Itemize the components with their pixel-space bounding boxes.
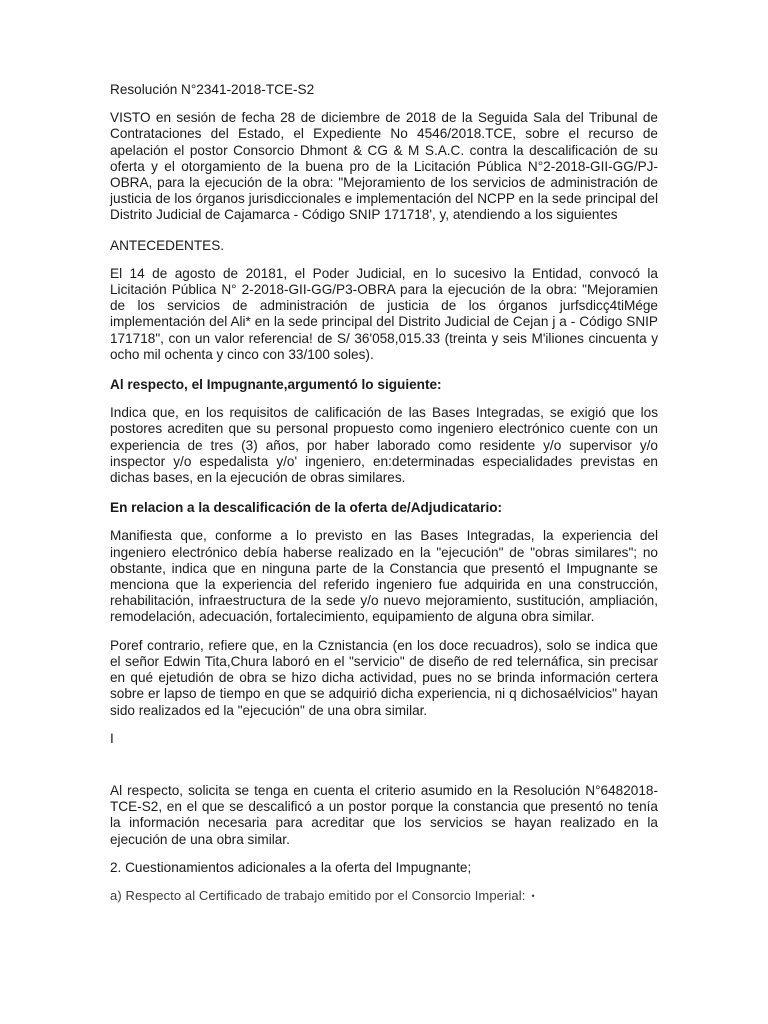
document-page xyxy=(110,82,658,905)
bullet-dot-icon: • xyxy=(531,891,535,902)
antecedentes-heading: ANTECEDENTES. xyxy=(110,237,225,253)
requisitos-paragraph: Indica que, en los requisitos de calificación de las Bases Integradas, se exigió que los postores acrediten que su personal propuesto como ingeniero electrónico cuente con un experiencia de tres (3) años, por haber laborado como residente y/o supervisor y/o inspector y/o espedalista y/o' ingeniero, en:determinadas especialidades previstas en dichas bases, en la ejecución de obras similares. xyxy=(110,405,658,486)
stray-mark: I xyxy=(110,730,114,746)
poref-paragraph: Poref contrario, refiere que, en la Cznistancia (en los doce recuadros), solo se indica que el señor Edwin Tita,Chura laboró en el "servicio" de diseño de red telernáfica, sin precisar en qué ejetudión de obra se hizo dicha actividad, pues no se brinda información certera sobre er lapso de tiempo en que se adquirió dicha experiencia, ni q dichosaélvicios" hayan sido realizados ed la "ejecución" de una obra similar. xyxy=(110,637,658,718)
descalificacion-heading: En relacion a la descalificación de la oferta de/Adjudicatario: xyxy=(110,500,503,516)
lettered-item-a-text: a) Respecto al Certificado de trabajo emitido por el Consorcio Imperial: xyxy=(110,887,526,903)
lettered-item-a xyxy=(110,888,658,905)
resolution-title: Resolución N°2341-2018-TCE-S2 xyxy=(110,82,315,97)
numbered-item-2: 2. Cuestionamientos adicionales a la oferta del Impugnante; xyxy=(110,859,472,875)
manifiesta-paragraph: Manifiesta que, conforme a lo previsto en las Bases Integradas, la experiencia del ingeniero electrónico debía haberse realizado en la "ejecución" de "obras similares"; no obstante, indica que en ninguna parte de la Constancia que presentó el Impugnante se menciona que la experiencia del referido ingeniero fue adquirida en una construcción, rehabilitación, infraestructura de la sede y/o nuevo mejoramiento, sustitución, ampliación, remodelación, adecuación, fortalecimiento, equipamiento de alguna obra similar. xyxy=(110,528,658,625)
al-respecto-paragraph: Al respecto, solicita se tenga en cuenta el criterio asumido en la Resolución N°6482018-TCE-S2, en el que se descalificó a un postor porque la constancia que presentó no tenía la información necesaria para acreditar que los servicios se hayan realizado en la ejecución de una obra similar. xyxy=(110,782,658,847)
visto-paragraph: VISTO en sesión de fecha 28 de diciembre de 2018 de la Seguida Sala del Tribunal de Contrataciones del Estado, el Expediente No 4546/2018.TCE, sobre el recurso de apelación el postor Consorcio Dhmont & CG & M S.A.C. contra la descalificación de su oferta y el otorgamiento de la buena pro de la Licitación Pública N°2-2018-GII-GG/PJ-OBRA, para la ejecución de la obra: "Mejoramiento de los servicios de administración de justicia de los órganos jurisdiccionales e implementación del NCPP en la sede principal del Distrito Judicial de Cajamarca - Código SNIP 171718', y, atendiendo a los siguientes xyxy=(110,110,658,223)
convocatoria-paragraph: El 14 de agosto de 20181, el Poder Judicial, en lo sucesivo la Entidad, convocó la Licitación Pública N° 2-2018-GII-GG/P3-OBRA para la ejecución de la obra: "Mejoramien de los servicios de administración de justicia de los órganos jurfsdicç4tiMége implementación del Ali* en la sede principal del Distrito Judicial de Cejan j a - Código SNIP 171718", con un valor referencia! de S/ 36'058,015.33 (treinta y seis M'iliones cincuenta y ocho mil ochenta y cinco con 33/100 soles). xyxy=(110,265,658,362)
impugnante-heading: Al respecto, el Impugnante,argumentó lo siguiente: xyxy=(110,377,442,393)
